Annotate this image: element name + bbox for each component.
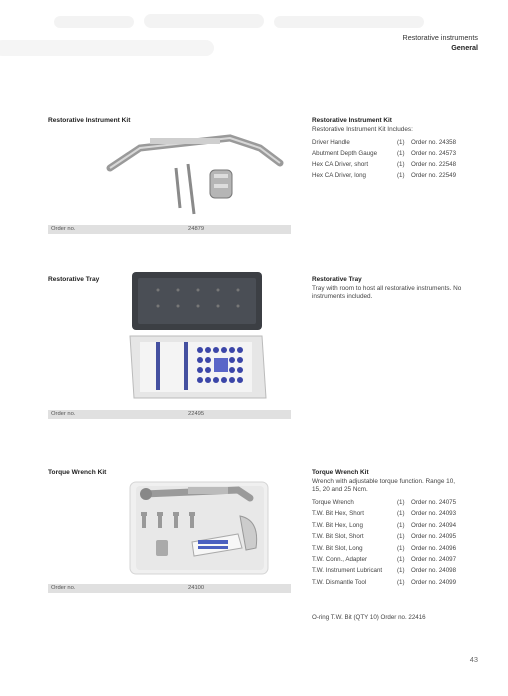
item-row	[312, 172, 481, 183]
restorative-tray-desc-title: Restorative Tray	[312, 276, 362, 283]
item-row	[312, 510, 481, 521]
o-ring-note: O-ring T.W. Bit (QTY 10) Order no. 22416	[312, 614, 426, 621]
item-row	[312, 150, 481, 161]
item-qty: (1)	[397, 544, 405, 552]
item-row	[312, 579, 481, 590]
item-name: T.W. Bit Hex, Long	[312, 521, 363, 529]
order-number: 24100	[188, 585, 205, 591]
item-row	[312, 139, 481, 150]
restorative-tray-description	[312, 276, 462, 302]
section-title-instrument-kit: Restorative Instrument Kit	[48, 117, 131, 124]
item-order: Order no. 24573	[411, 150, 457, 157]
item-qty: (1)	[397, 172, 405, 179]
item-name: T.W. Bit Slot, Short	[312, 533, 364, 541]
item-order: Order no. 22548	[411, 161, 457, 168]
section-title-torque-wrench-kit: Torque Wrench Kit	[48, 469, 107, 476]
section-title-restorative-tray: Restorative Tray	[48, 276, 100, 283]
item-row	[312, 567, 481, 578]
item-name: T.W. Dismantle Tool	[312, 578, 367, 586]
order-number: 22495	[188, 411, 205, 417]
item-row	[312, 556, 481, 567]
torque-wrench-kit-order-bar	[48, 584, 291, 593]
order-label: Order no.	[51, 411, 76, 417]
restorative-tray-order-bar	[48, 410, 291, 419]
item-qty: (1)	[397, 499, 405, 506]
item-order: Order no. 22549	[411, 172, 457, 179]
item-order: Order no. 24094	[411, 521, 457, 529]
header-subcategory: General	[451, 43, 478, 52]
item-order: Order no. 24358	[411, 139, 457, 146]
item-qty: (1)	[397, 161, 405, 168]
item-name: Abutment Depth Gauge	[312, 150, 378, 157]
item-name: T.W. Bit Hex, Short	[312, 510, 364, 518]
instrument-kit-desc-title: Restorative Instrument Kit	[312, 117, 392, 124]
torque-wrench-kit-desc-text: Wrench with adjustable torque function. Range 10, 15, 20 and 25 Ncm.	[312, 477, 456, 494]
watermark-graphic	[0, 6, 434, 66]
item-qty: (1)	[397, 150, 405, 157]
item-order: Order no. 24097	[411, 555, 457, 563]
item-qty: (1)	[397, 521, 405, 529]
torque-wrench-kit-description	[312, 469, 462, 495]
item-order: Order no. 24095	[411, 533, 457, 541]
item-qty: (1)	[397, 567, 405, 575]
torque-wrench-kit-items	[312, 499, 481, 590]
torque-wrench-kit-desc-title: Torque Wrench Kit	[312, 469, 369, 476]
item-qty: (1)	[397, 139, 405, 146]
item-name: T.W. Conn., Adapter	[312, 555, 368, 563]
item-order: Order no. 24096	[411, 544, 457, 552]
item-qty: (1)	[397, 555, 405, 563]
instrument-kit-description	[312, 117, 462, 134]
item-qty: (1)	[397, 578, 405, 586]
item-order: Order no. 24098	[411, 567, 457, 575]
item-name: Torque Wrench	[312, 499, 354, 506]
page-number: 43	[469, 655, 478, 664]
item-order: Order no. 24075	[411, 499, 457, 506]
torque-wrench-kit-image	[128, 478, 270, 583]
restorative-tray-desc-text: Tray with room to host all restorative instruments. No instruments included.	[312, 284, 462, 301]
item-name: Hex CA Driver, long	[312, 172, 366, 179]
order-label: Order no.	[51, 226, 76, 232]
background-watermark	[0, 6, 434, 66]
item-order: Order no. 24099	[411, 578, 457, 586]
instrument-kit-image	[100, 128, 290, 223]
page-header	[403, 33, 479, 53]
item-row	[312, 499, 481, 510]
restorative-tray-image	[128, 270, 268, 411]
item-order: Order no. 24093	[411, 510, 457, 518]
instrument-kit-items	[312, 139, 481, 183]
order-label: Order no.	[51, 585, 76, 591]
instrument-kit-order-bar	[48, 225, 291, 234]
item-row	[312, 545, 481, 556]
item-name: T.W. Bit Slot, Long	[312, 544, 363, 552]
instrument-kit-desc-text: Restorative Instrument Kit Includes:	[312, 125, 413, 133]
item-row	[312, 533, 481, 544]
header-category: Restorative instruments	[402, 33, 478, 42]
item-qty: (1)	[397, 510, 405, 518]
item-name: Hex CA Driver, short	[312, 161, 369, 168]
item-row	[312, 161, 481, 172]
item-qty: (1)	[397, 533, 405, 541]
order-number: 24879	[188, 226, 205, 232]
item-row	[312, 522, 481, 533]
item-name: Driver Handle	[312, 139, 350, 146]
item-name: T.W. Instrument Lubricant	[312, 567, 383, 575]
